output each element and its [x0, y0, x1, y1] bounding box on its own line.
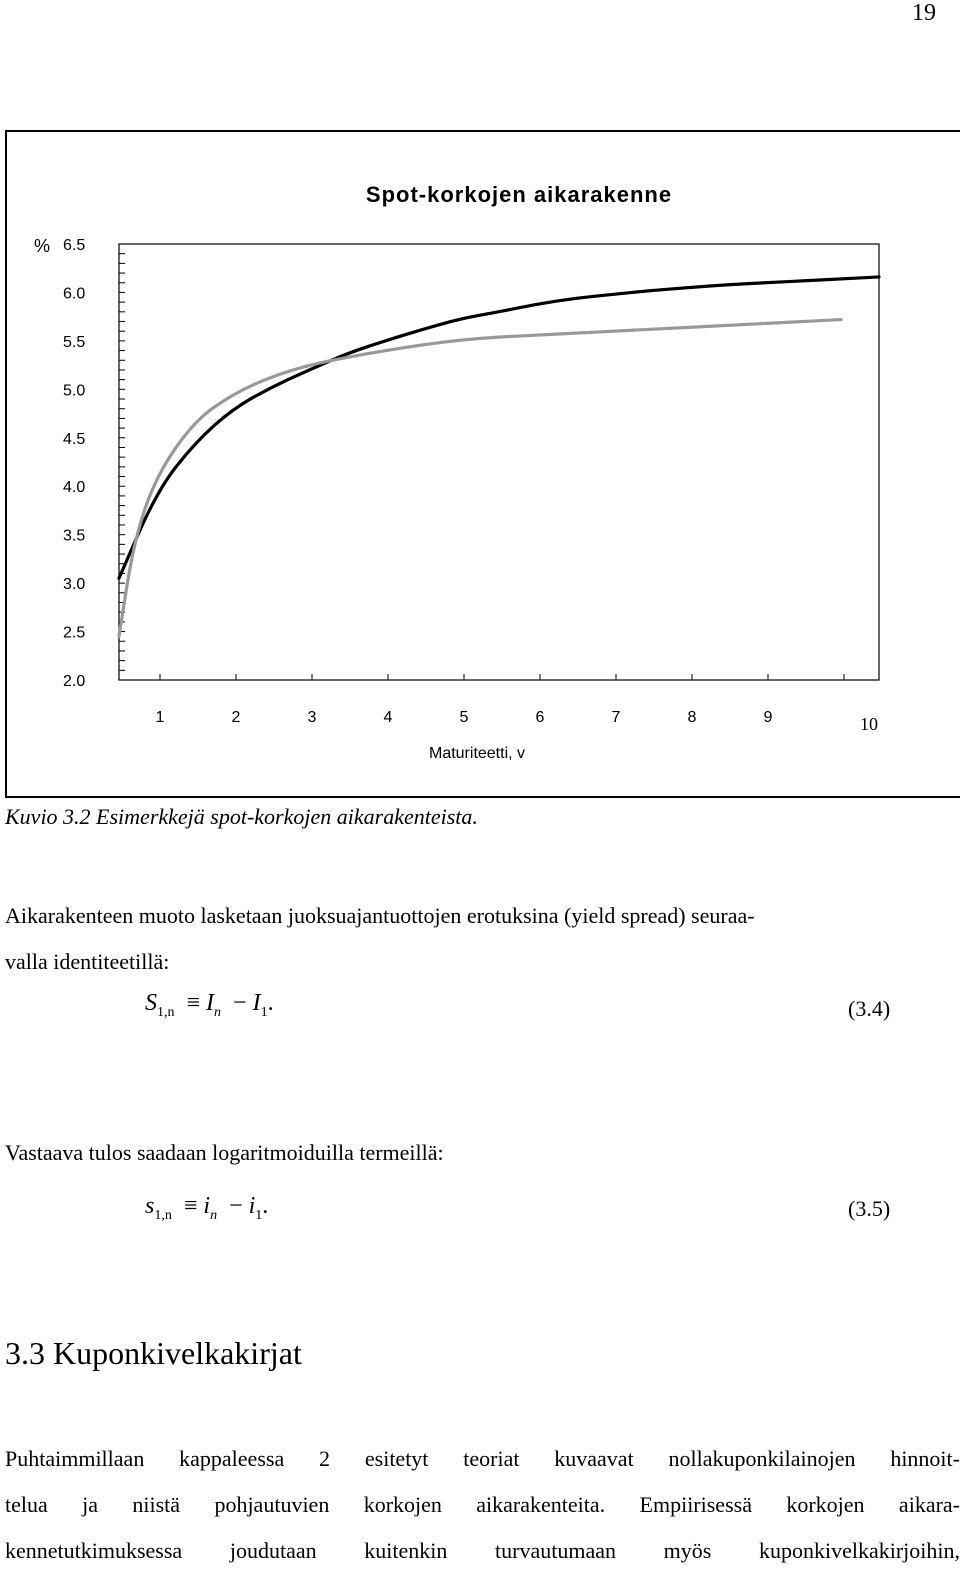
- x-tick-label: 3: [307, 709, 317, 726]
- eq-identity-symbol: ≡: [183, 1193, 198, 1219]
- chart-title: Spot-korkojen aikarakenne: [365, 182, 673, 207]
- paragraph-line: valla identiteetillä:: [5, 949, 170, 974]
- x-tick-label: 7: [611, 709, 621, 726]
- y-tick-label: 5.0: [63, 382, 86, 400]
- eq-minus: −: [233, 990, 247, 1016]
- section-heading: 3.3 Kuponkivelkakirjat: [5, 1335, 302, 1371]
- eq-minus: −: [229, 1193, 243, 1219]
- x-axis-label: Maturiteetti, v: [428, 745, 526, 762]
- equation-3-4: [145, 990, 274, 1021]
- eq-term1: i: [203, 1193, 211, 1219]
- paragraph-coupon: [5, 1436, 960, 1574]
- x-tick-label: 2: [231, 709, 241, 726]
- paragraph-log: Vastaava tulos saadaan logaritmoiduilla termeillä:: [5, 1140, 444, 1165]
- plot-area-frame: [119, 244, 879, 680]
- eq-term2: i: [248, 1193, 256, 1219]
- eq-lhs: S: [145, 990, 157, 1016]
- eq-term2-sub: 1: [255, 1207, 263, 1223]
- series-line-2: [119, 320, 841, 637]
- y-tick-label: 6.0: [63, 285, 86, 303]
- eq-end: .: [262, 1193, 269, 1219]
- page-number: 19: [912, 0, 936, 26]
- paragraph-line: Puhtaimmillaan kappaleessa 2 esitetyt teoriat kuvaavat nollakuponkilainojen hinnoit-: [5, 1446, 960, 1471]
- eq-end: .: [267, 990, 274, 1016]
- y-tick-label: 2.5: [63, 624, 86, 642]
- eq-lhs: s: [145, 1193, 155, 1219]
- paragraph-intro: [5, 893, 755, 985]
- spot-rate-chart: [7, 132, 958, 796]
- eq-identity-symbol: ≡: [186, 990, 201, 1016]
- eq-lhs-sub: 1,n: [154, 1207, 172, 1223]
- y-tick-label: 4.0: [63, 479, 86, 497]
- x-tick-label: 1: [155, 709, 165, 726]
- equation-number: (3.4): [848, 996, 891, 1021]
- y-tick-label: 3.5: [63, 527, 86, 545]
- eq-term2: I: [252, 990, 261, 1016]
- equation-3-5: [145, 1193, 268, 1224]
- y-tick-label: 2.0: [63, 673, 86, 690]
- x-tick-label: 6: [535, 709, 545, 726]
- x-tick-label: 8: [687, 709, 697, 726]
- figure-frame: [5, 130, 960, 798]
- equation-number: (3.5): [848, 1196, 891, 1221]
- y-tick-label: 5.5: [63, 333, 86, 351]
- x-tick-label: 9: [763, 709, 773, 726]
- eq-term2-sub: 1: [260, 1004, 268, 1020]
- paragraph-line: Aikarakenteen muoto lasketaan juoksuajantuottojen erotuksina (yield spread) seuraa-: [5, 903, 755, 928]
- y-tick-label: 4.5: [63, 430, 86, 448]
- eq-term1-sub: n: [214, 1004, 222, 1020]
- y-axis-label: %: [34, 236, 51, 256]
- x-tick-label: 5: [459, 709, 469, 726]
- figure-caption: Kuvio 3.2 Esimerkkejä spot-korkojen aikarakenteista.: [5, 804, 478, 829]
- x-tick-label: 4: [383, 709, 393, 726]
- paragraph-line: telua ja niistä pohjautuvien korkojen aikarakenteita. Empiirisessä korkojen aikara-: [5, 1492, 960, 1517]
- y-tick-label: 6.5: [63, 237, 86, 254]
- eq-term1: I: [206, 990, 215, 1016]
- paragraph-line: kennetutkimuksessa joudutaan kuitenkin turvautumaan myös kuponkivelkakirjoihin,: [5, 1538, 960, 1563]
- y-tick-label: 3.0: [63, 576, 86, 594]
- eq-term1-sub: n: [210, 1207, 218, 1223]
- eq-lhs-sub: 1,n: [157, 1004, 175, 1020]
- x-tick-label: 10: [860, 714, 878, 734]
